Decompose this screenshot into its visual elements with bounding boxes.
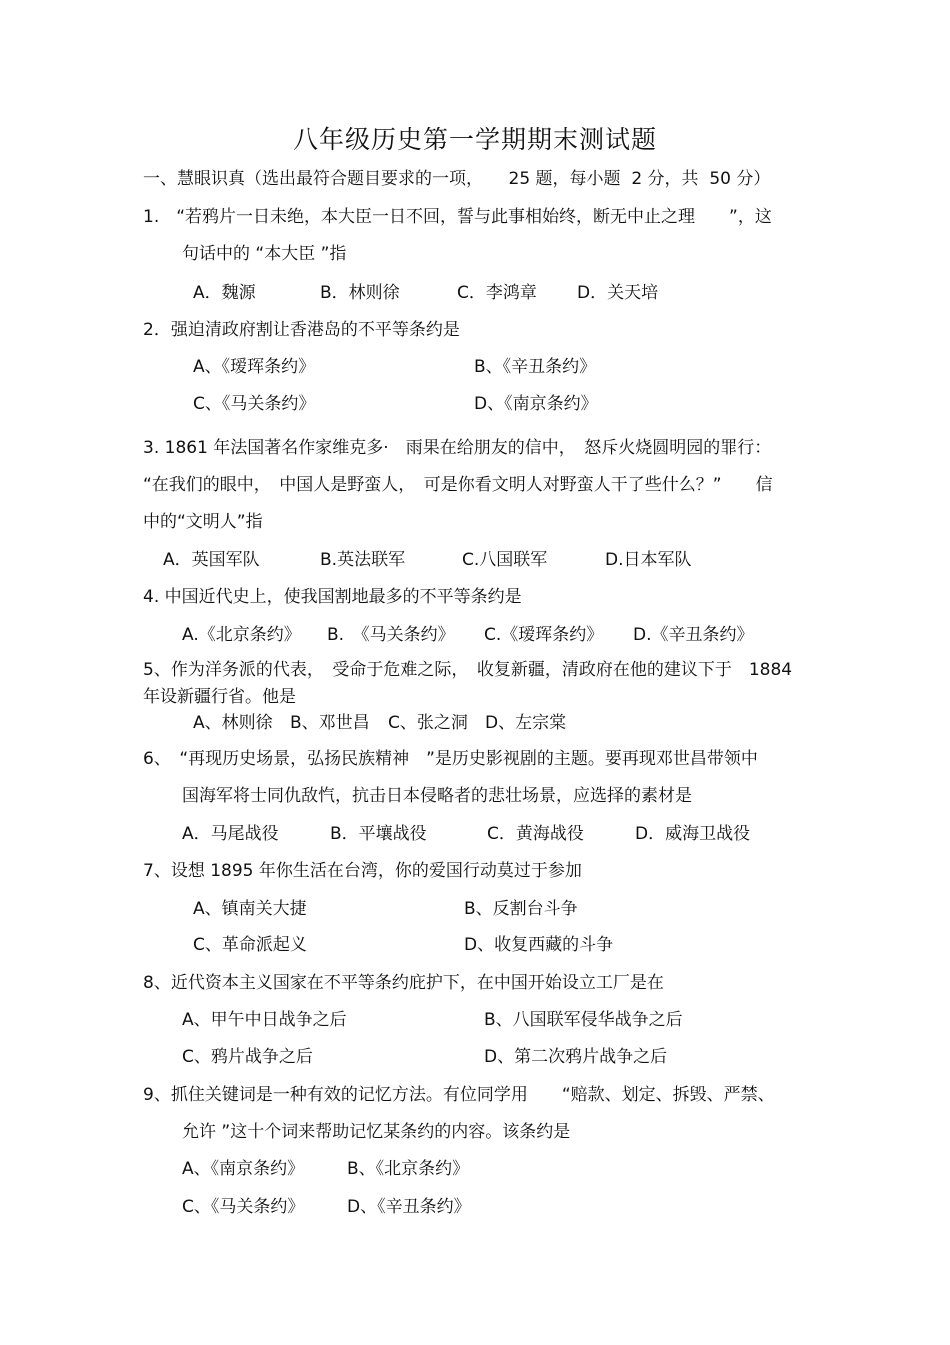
question-6-option-d: D．威海卫战役 [635,824,751,844]
question-2-option-c: C、《马关条约》 [193,394,316,414]
question-9-stem-line-1: 9、抓住关键词是一种有效的记忆方法。有位同学用 “赔款、划定、拆毁、严禁、 [143,1085,775,1105]
question-3-option-a: A．英国军队 [163,550,260,570]
question-6-option-a: A．马尾战役 [182,824,279,844]
question-4-option-a: A.《北京条约》 [182,625,301,645]
question-7-option-d: D、收复西藏的斗争 [464,935,614,955]
question-6-option-c: C．黄海战役 [487,824,584,844]
question-7-option-b: B、反割台斗争 [464,899,578,919]
question-4-option-c: C.《瑷珲条约》 [484,625,604,645]
question-9-option-b: B、《北京条约》 [347,1159,470,1179]
question-1-stem-line-2: 句话中的 “本大臣 ”指 [182,244,347,264]
question-2-option-a: A、《瑷珲条约》 [193,357,316,377]
question-9-option-d: D、《辛丑条约》 [347,1197,471,1217]
question-8-stem: 8、近代资本主义国家在不平等条约庇护下，在中国开始设立工厂是在 [143,973,664,993]
question-4-option-b: B. 《马关条约》 [327,625,455,645]
question-3-option-c: C.八国联军 [462,550,548,570]
question-9-option-a: A、《南京条约》 [182,1159,305,1179]
question-5-option-c: C、张之洞 [388,713,468,733]
question-8-option-d: D、第二次鸦片战争之后 [484,1047,668,1067]
question-1-option-b: B．林则徐 [320,283,400,303]
question-5-stem-line-1: 5、作为洋务派的代表， 受命于危难之际， 收复新疆，清政府在他的建议下于 1884 [143,660,793,680]
question-3-stem-line-1: 3. 1861 年法国著名作家维克多· 雨果在给朋友的信中， 怒斥火烧圆明园的罪行： [143,438,772,458]
question-1-option-c: C．李鸿章 [457,283,537,303]
question-9-option-c: C、《马关条约》 [182,1197,305,1217]
question-5-stem-line-2: 年设新疆行省。他是 [143,687,296,707]
question-2-option-d: D、《南京条约》 [474,394,598,414]
question-8-option-b: B、八国联军侵华战争之后 [484,1010,683,1030]
question-7-stem: 7、设想 1895 年你生活在台湾，你的爱国行动莫过于参加 [143,861,582,881]
question-1-option-a: A．魏源 [193,283,256,303]
question-1-option-d: D．关天培 [577,283,659,303]
question-2-option-b: B、《辛丑条约》 [474,357,597,377]
question-5-option-a: A、林则徐 [193,713,273,733]
question-6-stem-line-1: 6、 “再现历史场景，弘扬民族精神 ”是历史影视剧的主题。要再现邓世昌带领中 [143,749,758,769]
question-9-stem-line-2: 允许 ”这十个词来帮助记忆某条约的内容。该条约是 [182,1122,571,1142]
page-title: 八年级历史第一学期期末测试题 [292,125,657,154]
question-3-stem-line-2: “在我们的眼中， 中国人是野蛮人， 可是你看文明人对野蛮人干了些什么？” 信 [143,475,773,495]
question-8-option-c: C、鸦片战争之后 [182,1047,313,1067]
question-5-option-b: B、邓世昌 [290,713,370,733]
question-6-option-b: B．平壤战役 [330,824,427,844]
question-8-option-a: A、甲午中日战争之后 [182,1010,347,1030]
question-3-option-d: D.日本军队 [605,550,692,570]
question-4-stem: 4. 中国近代史上，使我国割地最多的不平等条约是 [143,587,522,607]
question-6-stem-line-2: 国海军将士同仇敌忾，抗击日本侵略者的悲壮场景，应选择的素材是 [182,786,692,806]
question-7-option-a: A、镇南关大捷 [193,899,307,919]
question-3-stem-line-3: 中的“文明人”指 [143,512,263,532]
question-2-stem: 2．强迫清政府割让香港岛的不平等条约是 [143,320,460,340]
question-1-stem-line-1: 1. “若鸦片一日未绝，本大臣一日不回，誓与此事相始终，断无中止之理 ”，这 [143,207,772,227]
section-heading: 一、慧眼识真（选出最符合题目要求的一项， 25 题，每小题 2 分，共 50 分） [143,169,771,189]
question-3-option-b: B.英法联军 [320,550,406,570]
question-5-option-d: D、左宗棠 [485,713,567,733]
question-7-option-c: C、革命派起义 [193,935,307,955]
question-4-option-d: D.《辛丑条约》 [633,625,754,645]
